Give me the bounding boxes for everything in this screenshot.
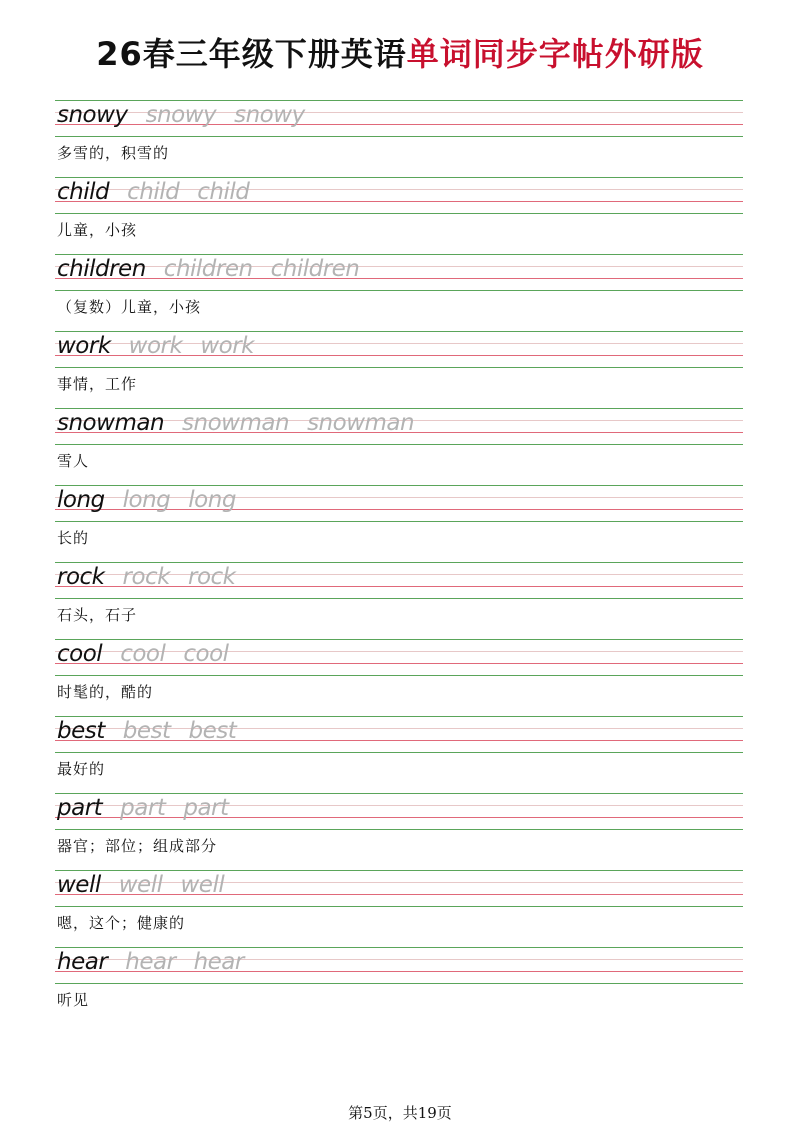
word-trace: long bbox=[188, 487, 236, 513]
word-main: cool bbox=[57, 641, 103, 667]
word-main: snowy bbox=[57, 102, 128, 128]
word-row bbox=[0, 637, 800, 714]
word-meaning: 器官；部位；组成部分 bbox=[57, 837, 218, 855]
word-trace: child bbox=[197, 179, 250, 205]
word-trace: snowy bbox=[145, 102, 217, 128]
word-trace: children bbox=[270, 256, 360, 282]
word-rows bbox=[0, 98, 800, 1022]
word-line bbox=[57, 252, 359, 286]
word-trace: best bbox=[122, 718, 171, 744]
word-trace: snowman bbox=[307, 410, 415, 436]
word-line bbox=[57, 483, 236, 517]
word-row bbox=[0, 329, 800, 406]
word-trace: well bbox=[180, 872, 225, 898]
word-trace: cool bbox=[183, 641, 229, 667]
word-line bbox=[57, 868, 224, 902]
word-meaning: 事情，工作 bbox=[57, 375, 138, 393]
guide-line-bottom bbox=[55, 367, 743, 368]
guide-line-bottom bbox=[55, 906, 743, 907]
word-row bbox=[0, 483, 800, 560]
word-meaning: 嗯，这个；健康的 bbox=[57, 914, 186, 932]
word-main: children bbox=[57, 256, 146, 282]
word-trace: best bbox=[188, 718, 237, 744]
word-row bbox=[0, 868, 800, 945]
word-line bbox=[57, 945, 244, 979]
guide-line-bottom bbox=[55, 752, 743, 753]
page-number: 第5页，共19页 bbox=[348, 1104, 452, 1122]
word-meaning: （复数）儿童，小孩 bbox=[57, 298, 202, 316]
word-trace: cool bbox=[120, 641, 166, 667]
word-main: well bbox=[57, 872, 101, 898]
word-meaning: 儿童，小孩 bbox=[57, 221, 138, 239]
word-main: long bbox=[57, 487, 105, 513]
word-trace: part bbox=[120, 795, 166, 821]
word-line bbox=[57, 329, 254, 363]
word-trace: child bbox=[127, 179, 180, 205]
word-trace: work bbox=[200, 333, 255, 359]
page-title bbox=[0, 28, 800, 80]
word-trace: snowman bbox=[182, 410, 290, 436]
word-line bbox=[57, 406, 414, 440]
word-line bbox=[57, 637, 229, 671]
word-meaning: 石头，石子 bbox=[57, 606, 138, 624]
word-meaning: 最好的 bbox=[57, 760, 106, 778]
word-row bbox=[0, 714, 800, 791]
word-row bbox=[0, 406, 800, 483]
guide-line-bottom bbox=[55, 598, 743, 599]
guide-line-bottom bbox=[55, 675, 743, 676]
guide-line-bottom bbox=[55, 213, 743, 214]
word-trace: snowy bbox=[234, 102, 305, 128]
guide-line-bottom bbox=[55, 521, 743, 522]
word-row bbox=[0, 252, 800, 329]
word-main: work bbox=[57, 333, 111, 359]
word-trace: well bbox=[118, 872, 163, 898]
guide-line-bottom bbox=[55, 290, 743, 291]
word-trace: part bbox=[183, 795, 229, 821]
word-main: best bbox=[57, 718, 105, 744]
title-black-part: 26春三年级下册英语 bbox=[96, 35, 407, 73]
word-line bbox=[57, 98, 305, 132]
word-row bbox=[0, 560, 800, 637]
word-main: hear bbox=[57, 949, 108, 975]
word-line bbox=[57, 791, 229, 825]
word-meaning: 雪人 bbox=[57, 452, 90, 470]
word-row bbox=[0, 175, 800, 252]
word-line bbox=[57, 560, 236, 594]
word-trace: long bbox=[122, 487, 171, 513]
word-line bbox=[57, 714, 236, 748]
word-trace: hear bbox=[125, 949, 176, 975]
word-main: snowman bbox=[57, 410, 165, 436]
word-trace: children bbox=[163, 256, 253, 282]
word-trace: hear bbox=[193, 949, 244, 975]
word-trace: rock bbox=[188, 564, 236, 590]
guide-line-bottom bbox=[55, 983, 743, 984]
guide-line-bottom bbox=[55, 829, 743, 830]
word-row bbox=[0, 945, 800, 1022]
guide-line-bottom bbox=[55, 444, 743, 445]
word-meaning: 听见 bbox=[57, 991, 90, 1009]
word-line bbox=[57, 175, 249, 209]
word-row bbox=[0, 791, 800, 868]
word-row bbox=[0, 98, 800, 175]
title-red-part: 单词同步字帖外研版 bbox=[406, 35, 704, 73]
word-main: child bbox=[57, 179, 110, 205]
guide-line-bottom bbox=[55, 136, 743, 137]
word-meaning: 长的 bbox=[57, 529, 90, 547]
word-meaning: 多雪的，积雪的 bbox=[57, 144, 170, 162]
word-trace: work bbox=[128, 333, 183, 359]
word-meaning: 时髦的，酷的 bbox=[57, 683, 154, 701]
word-trace: rock bbox=[122, 564, 170, 590]
word-main: rock bbox=[57, 564, 105, 590]
word-main: part bbox=[57, 795, 103, 821]
